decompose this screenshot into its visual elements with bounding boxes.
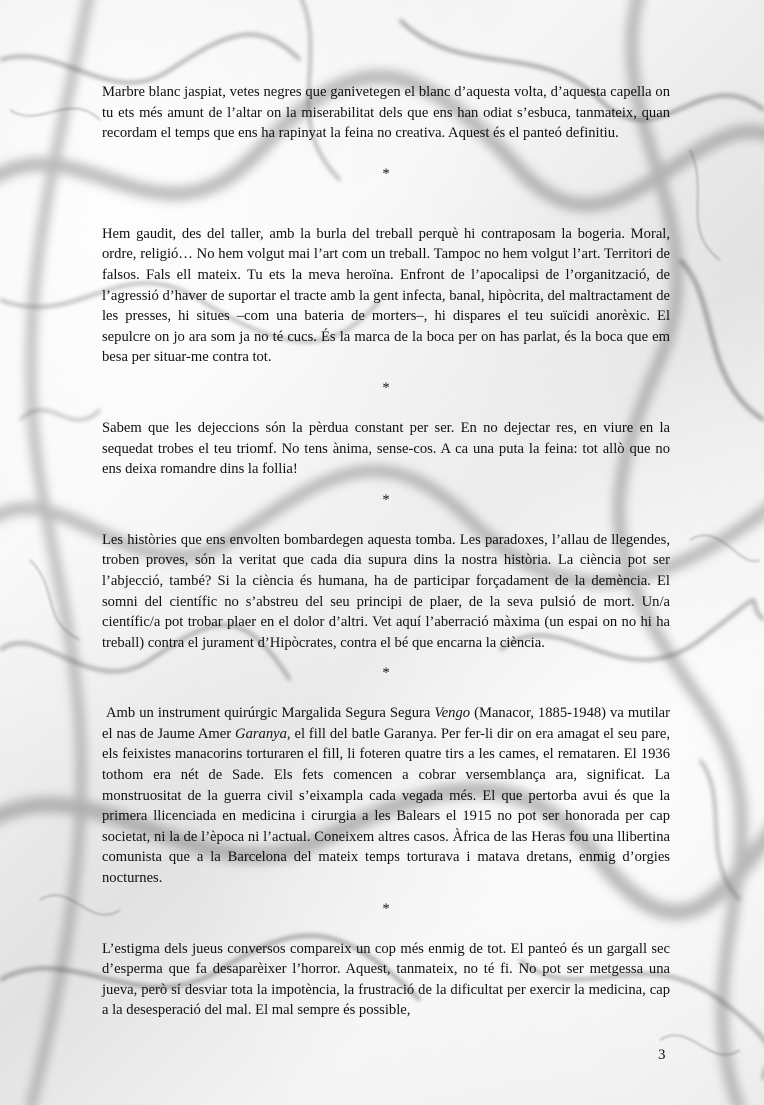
paragraph-5-italic-garanya: Garanya: [235, 725, 287, 742]
paragraph-5: [102, 703, 670, 888]
section-separator: *: [382, 165, 390, 182]
paragraph-4: Les històries que ens envolten bombardegen aquesta tomba. Les paradoxes, l’allau de llegendes, troben proves, són la veritat que cada dia supura dins la nostra història. La ciència pot ser l’abjecció, també? Si la ciència és humana, ha de participar forçadament de la demència. El somni del científic no s’abstreu del seu principi de plaer, de la seva pulsió de mort. Un/a científic/a pot trobar plaer en el dolor d’altri. Vet aquí l’aberració màxima (un espai on no hi ha treball) contra el jurament d’Hipòcrates, contra el bé que encarna la ciència.: [102, 531, 670, 651]
page-number: 3: [658, 1047, 666, 1063]
paragraph-5-text-middle: (Manacor, 1885-1948) va mutilar el nas de Jaume Amer: [102, 705, 670, 742]
paragraph-2: Hem gaudit, des del taller, amb la burla del treball perquè hi contraposam la bogeria. Moral, ordre, religió… No hem volgut mai l’art com un treball. Tampoc no hem volgut l’art. Territori de falsos. Fals ell mateix. Tu ets la meva heroïna. Enfront de l’apocalipsi de l’organització, de l’agressió d’haver de suportar el tracte amb la gent infecta, banal, hipòcrita, del maltractament de les presses, hi situes –com una bateria de morters–, hi dispares el teu suïcidi anorèxic. El sepulcre on jo ara som ja no té cucs. És la marca de la boca per on has parlat, és la boca que em besa per situar-me contra tot.: [102, 225, 670, 366]
paragraph-1: Marbre blanc jaspiat, vetes negres que ganivetegen el blanc d’aquesta volta, d’aquesta capella on tu ets més amunt de l’altar on la miserabilitat dels que ens han odiat s’esbuca, tanmateix, quan recordam el temps que ens ha rapinyat la feina no creativa. Aquest és el panteó definitiu.: [102, 84, 670, 142]
paragraph-6: L’estigma dels jueus conversos compareix un cop més enmig de tot. El panteó és un gargall sec d’esperma que fa desaparèixer l’horror. Aquest, tanmateix, no té fi. No pot ser metgessa una jueva, però sí desviar tota la impotència, la frustració de la dificultat per exercir la medicina, cap a la desesperació del mal. El mal sempre és possible,: [102, 940, 670, 1019]
section-separator: *: [382, 491, 390, 508]
paragraph-5-italic-vengo: Vengo: [434, 705, 471, 722]
page-body: [102, 82, 670, 1021]
paragraph-5-text-before: Amb un instrument quirúrgic Margalida Segura Segura: [106, 705, 435, 722]
paragraph-5-text-after: , el fill del batle Garanya. Per fer-li dir on era amagat el seu pare, els feixistes manacorins torturaren el fill, li foteren quatre tirs a les cames, el remataren. El 1936 tothom era nét de Sade. Els fets comencen a cobrar versemblança ara, significat. La monstruositat de la guerra civil s’eixampla cada vegada més. El que pertorba avui és que la primera llicenciada en medicina i cirurgia a les Balears el 1915 no pot ser honorada per cap societat, ni la de l’època ni l’actual. Coneixem altres casos. Àfrica de las Heras fou una llibertina comunista que a la Barcelona del mateix temps torturava i matava dretans, enmig d’orgies nocturnes.: [102, 725, 670, 887]
section-separator: *: [382, 665, 390, 682]
section-separator: *: [382, 900, 390, 917]
paragraph-3: Sabem que les dejeccions són la pèrdua constant per ser. En no dejectar res, en viure en la sequedat trobes el teu triomf. No tens ànima, sense-cos. A ca una puta la feina: tot allò que no ens deixa romandre dins la follia!: [102, 419, 670, 478]
section-separator: *: [382, 379, 390, 396]
